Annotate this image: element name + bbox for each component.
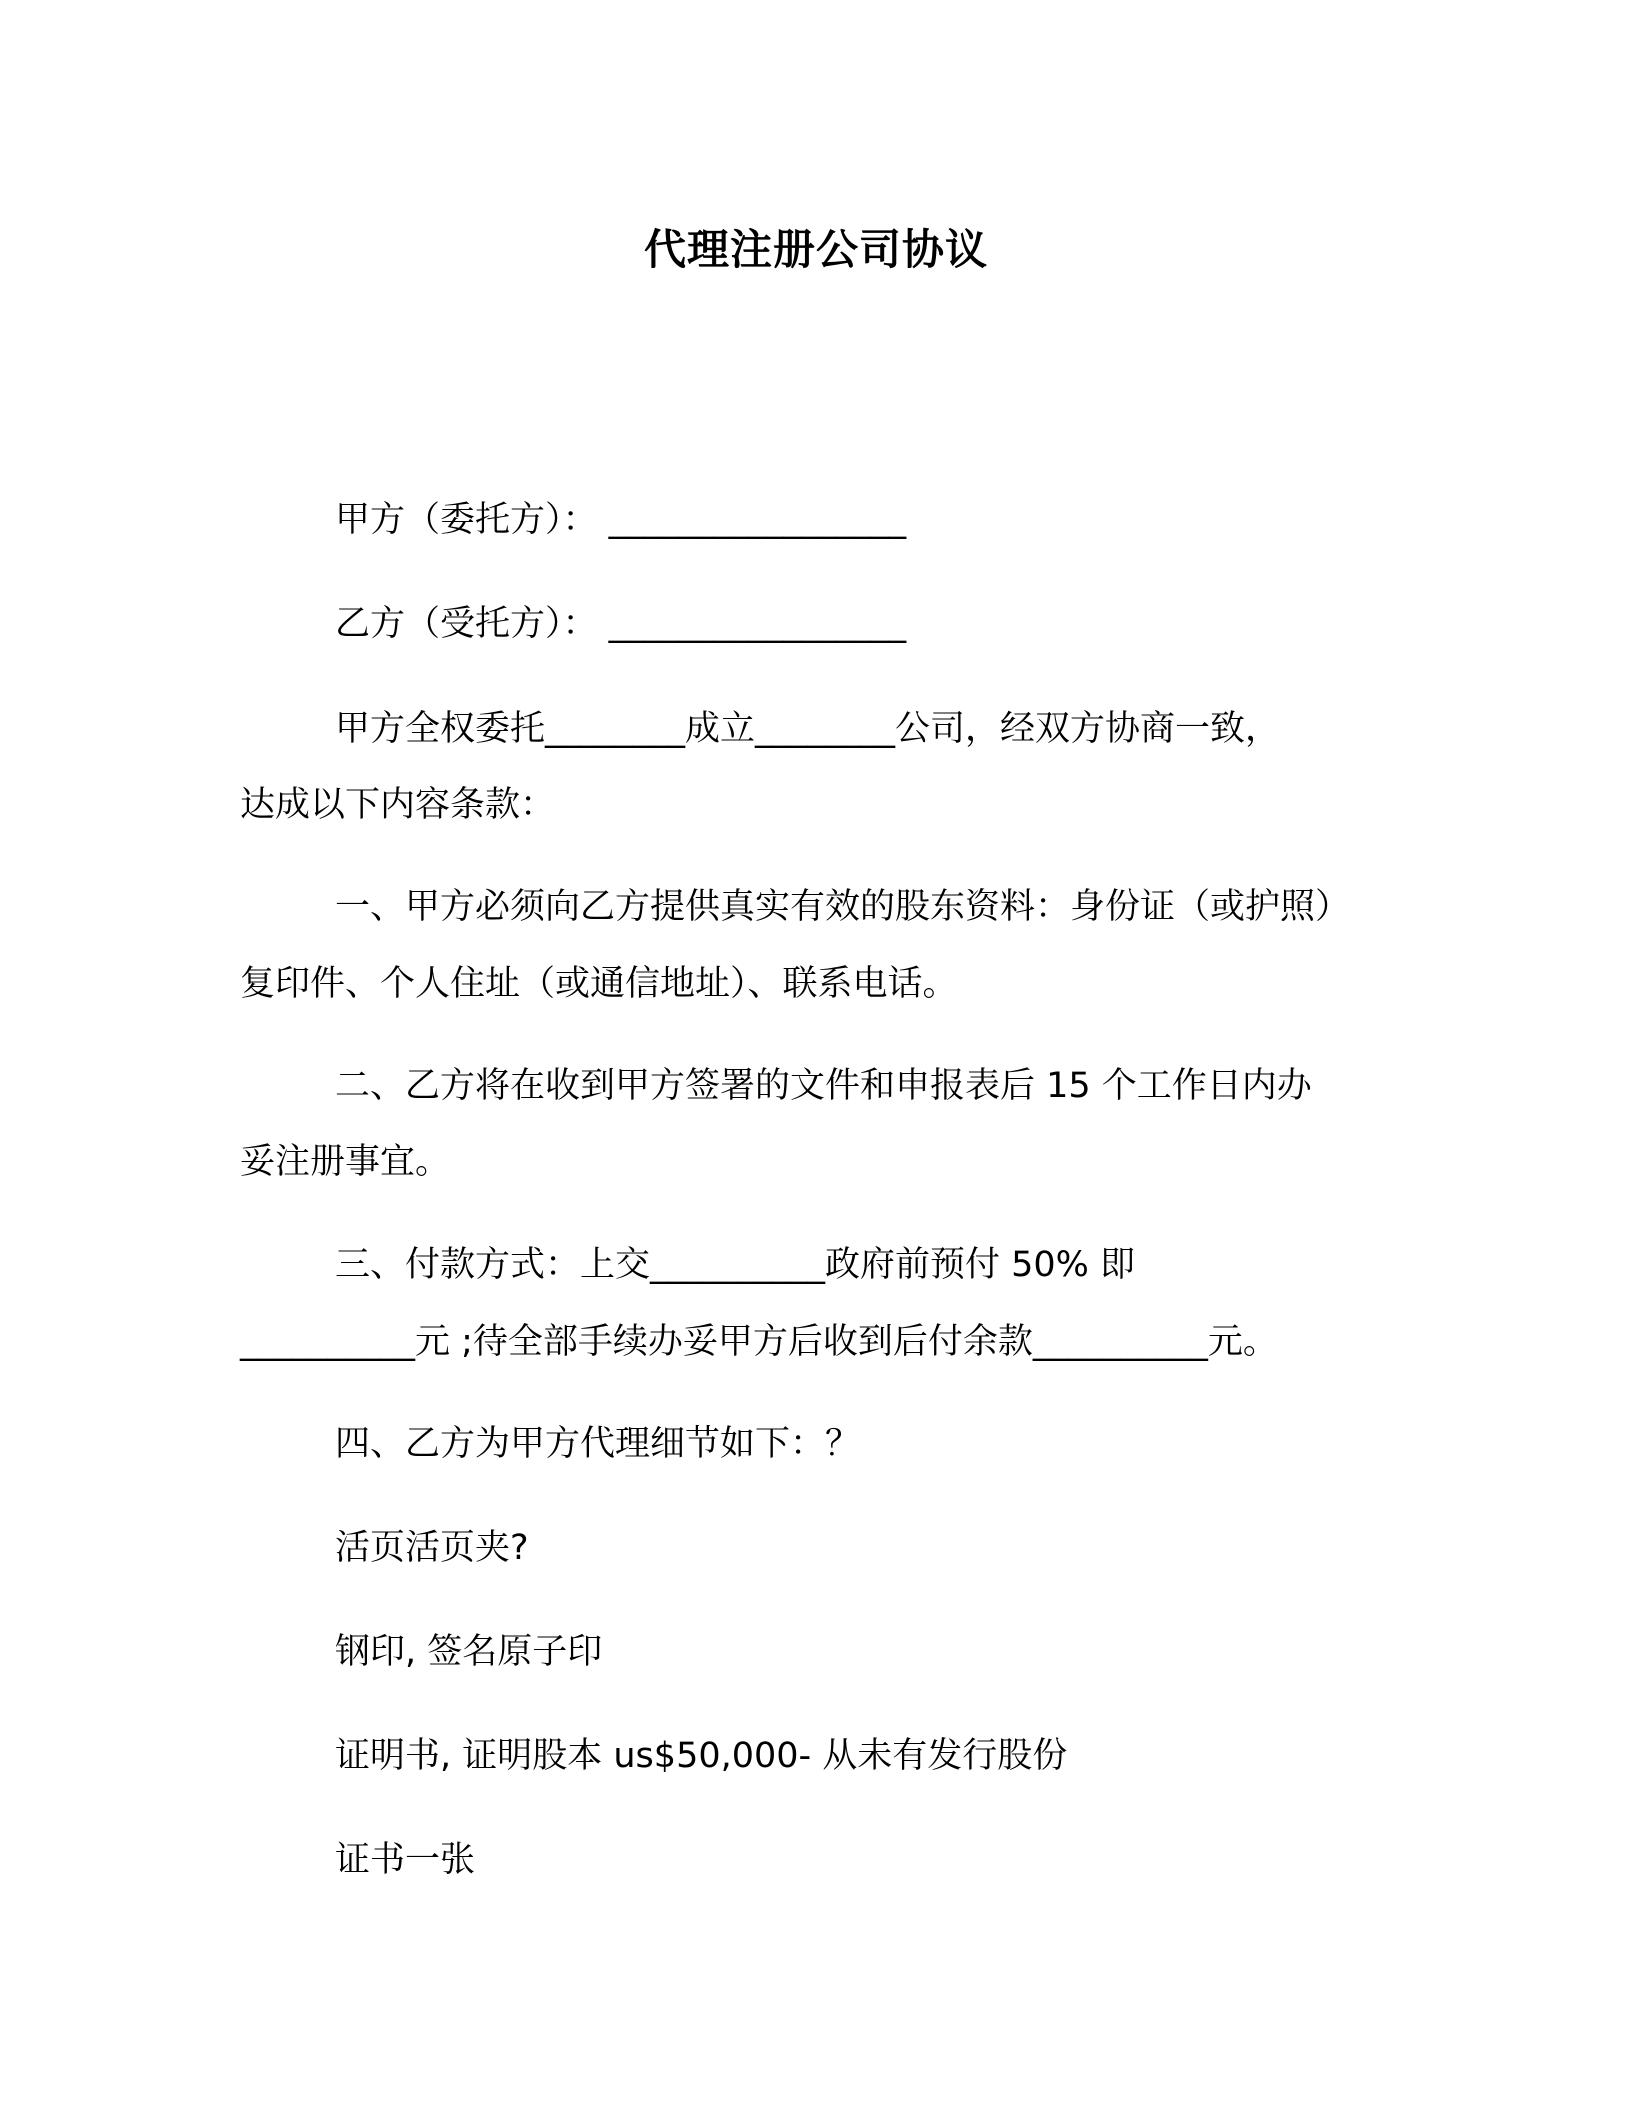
clause-2-line-2: 妥注册事宜。 [240, 1142, 451, 1182]
clause-2-line-1: 二、乙方将在收到甲方签署的文件和申报表后 15 个工作日内办 [335, 1066, 1312, 1106]
clause-3-line-1: 三、付款方式：上交__________政府前预付 50% 即 [335, 1245, 1136, 1285]
party-a-line: 甲方（委托方）： _________________ [335, 500, 907, 540]
clause-1-line-2: 复印件、个人住址（或通信地址）、联系电话。 [240, 964, 958, 1004]
detail-item-1: 活页活页夹? [335, 1528, 529, 1568]
clause-1-line-1: 一、甲方必须向乙方提供真实有效的股东资料：身份证（或护照） [335, 887, 1351, 927]
clause-4-line: 四、乙方为甲方代理细节如下：？ [335, 1424, 861, 1464]
clause-3-line-2: __________元 ;待全部手续办妥甲方后收到后付余款__________元。 [240, 1322, 1278, 1362]
party-b-line: 乙方（受托方）： _________________ [335, 604, 907, 644]
document-title: 代理注册公司协议 [643, 225, 988, 274]
detail-item-4: 证书一张 [335, 1840, 476, 1880]
intro-line-2: 达成以下内容条款： [240, 785, 556, 825]
detail-item-3: 证明书, 证明股本 us$50,000- 从未有发行股份 [335, 1736, 1068, 1776]
detail-item-2: 钢印, 签名原子印 [335, 1632, 603, 1672]
intro-line-1: 甲方全权委托________成立________公司，经双方协商一致， [335, 709, 1281, 749]
